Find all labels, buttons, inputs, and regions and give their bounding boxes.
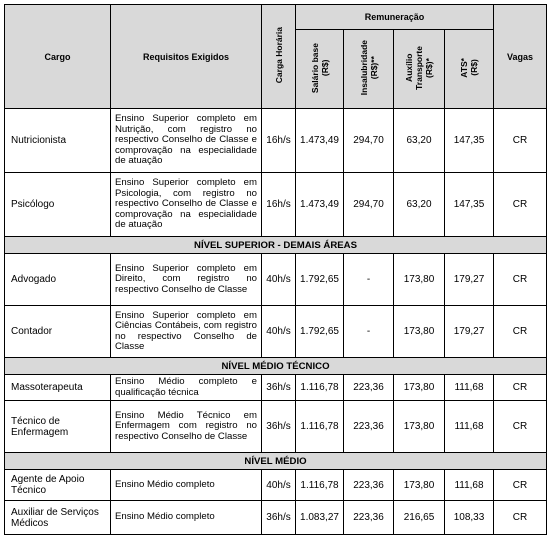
header-ats: ATS* (R$)	[445, 30, 494, 109]
salario-cell: 1.792,65	[296, 306, 344, 358]
salario-cell: 1.083,27	[296, 501, 344, 535]
table-row	[5, 401, 547, 453]
table-row	[5, 470, 547, 501]
table-row	[5, 254, 547, 306]
vagas-cell: CR	[494, 306, 547, 358]
section-row	[5, 358, 547, 375]
header-auxilio-transporte: Auxílio Transporte (R$)*	[394, 30, 445, 109]
carga-cell: 36h/s	[262, 501, 296, 535]
salario-cell: 1.116,78	[296, 375, 344, 401]
insalubridade-cell: 223,36	[344, 501, 394, 535]
auxilio-cell: 173,80	[394, 375, 445, 401]
auxilio-cell: 173,80	[394, 306, 445, 358]
vacancy-table	[4, 4, 547, 535]
salario-cell: 1.473,49	[296, 109, 344, 173]
ats-cell: 111,68	[445, 470, 494, 501]
table-row	[5, 173, 547, 237]
header-requisitos: Requisitos Exigidos	[111, 5, 262, 109]
cargo-cell: Psicólogo	[5, 173, 111, 237]
insalubridade-cell: 294,70	[344, 173, 394, 237]
auxilio-cell: 216,65	[394, 501, 445, 535]
carga-cell: 16h/s	[262, 109, 296, 173]
ats-cell: 111,68	[445, 401, 494, 453]
table-row	[5, 109, 547, 173]
table-row	[5, 375, 547, 401]
section-title: NÍVEL MÉDIO TÉCNICO	[5, 358, 547, 375]
table-row	[5, 501, 547, 535]
cargo-cell: Técnico de Enfermagem	[5, 401, 111, 453]
ats-cell: 147,35	[445, 109, 494, 173]
header-remuneracao: Remuneração	[296, 5, 494, 30]
cargo-cell: Advogado	[5, 254, 111, 306]
vagas-cell: CR	[494, 254, 547, 306]
requisitos-cell: Ensino Médio completo	[111, 501, 262, 535]
vagas-cell: CR	[494, 109, 547, 173]
carga-cell: 36h/s	[262, 401, 296, 453]
carga-cell: 16h/s	[262, 173, 296, 237]
header-carga-horaria: Carga Horária	[262, 5, 296, 109]
requisitos-cell: Ensino Médio completo e qualificação técnica	[111, 375, 262, 401]
insalubridade-cell: 294,70	[344, 109, 394, 173]
salario-cell: 1.792,65	[296, 254, 344, 306]
ats-cell: 147,35	[445, 173, 494, 237]
auxilio-cell: 173,80	[394, 470, 445, 501]
requisitos-cell: Ensino Superior completo em Ciências Contábeis, com registro no respectivo Conselho de Classe	[111, 306, 262, 358]
section-row	[5, 453, 547, 470]
requisitos-cell: Ensino Superior completo em Psicologia, com registro no respectivo Conselho de Classe e comprovação na especialidade de atuação	[111, 173, 262, 237]
header-vagas: Vagas	[494, 5, 547, 109]
cargo-cell: Agente de Apoio Técnico	[5, 470, 111, 501]
insalubridade-cell: 223,36	[344, 470, 394, 501]
requisitos-cell: Ensino Superior completo em Nutrição, com registro no respectivo Conselho de Classe e comprovação na especialidade de atuação	[111, 109, 262, 173]
vagas-cell: CR	[494, 501, 547, 535]
auxilio-cell: 63,20	[394, 173, 445, 237]
salario-cell: 1.116,78	[296, 470, 344, 501]
cargo-cell: Nutricionista	[5, 109, 111, 173]
ats-cell: 179,27	[445, 306, 494, 358]
carga-cell: 36h/s	[262, 375, 296, 401]
insalubridade-cell: -	[344, 306, 394, 358]
vagas-cell: CR	[494, 173, 547, 237]
header-insalubridade: Insalubridade (R$)**	[344, 30, 394, 109]
table-body	[5, 109, 547, 535]
requisitos-cell: Ensino Médio completo	[111, 470, 262, 501]
table-row	[5, 306, 547, 358]
ats-cell: 108,33	[445, 501, 494, 535]
carga-cell: 40h/s	[262, 254, 296, 306]
header-salario-base: Salário base (R$)	[296, 30, 344, 109]
insalubridade-cell: 223,36	[344, 401, 394, 453]
ats-cell: 111,68	[445, 375, 494, 401]
section-title: NÍVEL SUPERIOR - DEMAIS ÁREAS	[5, 237, 547, 254]
salario-cell: 1.473,49	[296, 173, 344, 237]
header-cargo: Cargo	[5, 5, 111, 109]
requisitos-cell: Ensino Médio Técnico em Enfermagem com registro no respectivo Conselho de Classe	[111, 401, 262, 453]
vagas-cell: CR	[494, 375, 547, 401]
carga-cell: 40h/s	[262, 306, 296, 358]
cargo-cell: Auxiliar de Serviços Médicos	[5, 501, 111, 535]
carga-cell: 40h/s	[262, 470, 296, 501]
section-title: NÍVEL MÉDIO	[5, 453, 547, 470]
auxilio-cell: 63,20	[394, 109, 445, 173]
cargo-cell: Massoterapeuta	[5, 375, 111, 401]
ats-cell: 179,27	[445, 254, 494, 306]
salario-cell: 1.116,78	[296, 401, 344, 453]
section-row	[5, 237, 547, 254]
vagas-cell: CR	[494, 470, 547, 501]
insalubridade-cell: -	[344, 254, 394, 306]
insalubridade-cell: 223,36	[344, 375, 394, 401]
vagas-cell: CR	[494, 401, 547, 453]
auxilio-cell: 173,80	[394, 254, 445, 306]
auxilio-cell: 173,80	[394, 401, 445, 453]
requisitos-cell: Ensino Superior completo em Direito, com registro no respectivo Conselho de Classe	[111, 254, 262, 306]
cargo-cell: Contador	[5, 306, 111, 358]
